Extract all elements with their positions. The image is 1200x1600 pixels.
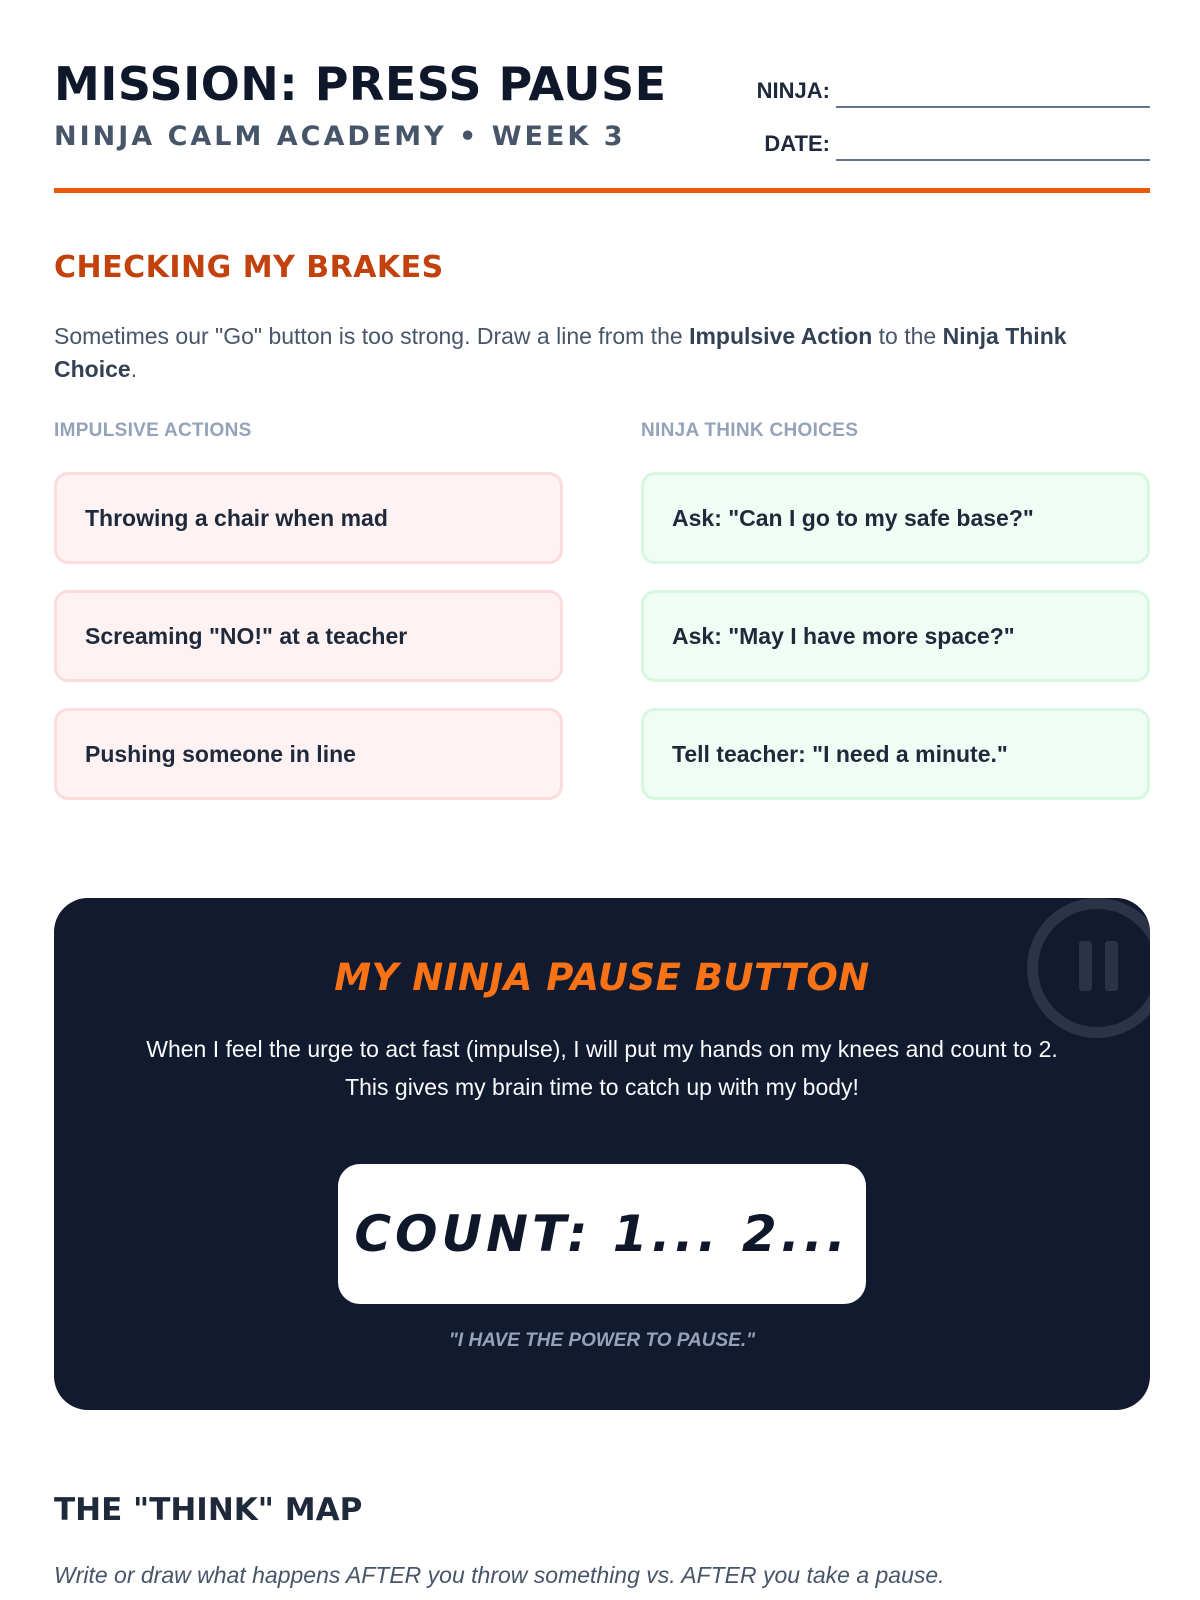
pause-panel-description xyxy=(94,1030,1110,1106)
instructions-text-2: to the xyxy=(872,323,943,349)
date-label: DATE: xyxy=(764,131,830,156)
instructions-text-1: Sometimes our "Go" button is too strong. Draw a line from the xyxy=(54,323,690,349)
think-choice-card[interactable]: Tell teacher: "I need a minute." xyxy=(641,708,1150,800)
worksheet-page xyxy=(54,0,1150,1600)
impulsive-action-card[interactable]: Pushing someone in line xyxy=(54,708,563,800)
pause-button-panel xyxy=(54,898,1150,1410)
section-title-think-map: THE "THINK" MAP xyxy=(54,1492,363,1528)
instructions-bold-choice: Ninja Think Choice xyxy=(54,323,1067,382)
page-subtitle: NINJA CALM ACADEMY • WEEK 3 xyxy=(54,121,626,152)
instructions-bold-impulsive: Impulsive Action xyxy=(689,323,873,349)
pause-motto: "I HAVE THE POWER TO PAUSE." xyxy=(448,1330,756,1351)
instructions-text-3: . xyxy=(130,356,138,382)
pause-panel-title: MY NINJA PAUSE BUTTON xyxy=(334,956,870,999)
count-text: COUNT: 1... 2... xyxy=(354,1205,850,1263)
impulsive-actions-header: IMPULSIVE ACTIONS xyxy=(54,420,252,441)
pause-description-line-2: This gives my brain time to catch up with my body! xyxy=(345,1074,859,1100)
date-line[interactable] xyxy=(836,159,1150,161)
section-title-brakes: CHECKING MY BRAKES xyxy=(54,250,444,285)
worksheet-header xyxy=(54,56,1150,194)
ninja-name-line[interactable] xyxy=(836,106,1150,108)
count-box xyxy=(338,1164,866,1304)
ninja-label: NINJA: xyxy=(756,78,830,103)
think-map-instructions: Write or draw what happens AFTER you throw something vs. AFTER you take a pause. xyxy=(54,1562,945,1588)
think-choices-header: NINJA THINK CHOICES xyxy=(641,420,859,441)
pause-description-line-1: When I feel the urge to act fast (impulse), I will put my hands on my knees and count to 2. xyxy=(146,1036,1058,1062)
brakes-instructions xyxy=(54,320,1150,386)
impulsive-action-card[interactable]: Screaming "NO!" at a teacher xyxy=(54,590,563,682)
impulsive-action-card[interactable]: Throwing a chair when mad xyxy=(54,472,563,564)
header-divider xyxy=(54,188,1150,193)
page-title: MISSION: PRESS PAUSE xyxy=(54,57,667,111)
think-choice-card[interactable]: Ask: "May I have more space?" xyxy=(641,590,1150,682)
think-choice-card[interactable]: Ask: "Can I go to my safe base?" xyxy=(641,472,1150,564)
ninja-name-field[interactable] xyxy=(754,72,1150,112)
date-field[interactable] xyxy=(754,125,1150,165)
